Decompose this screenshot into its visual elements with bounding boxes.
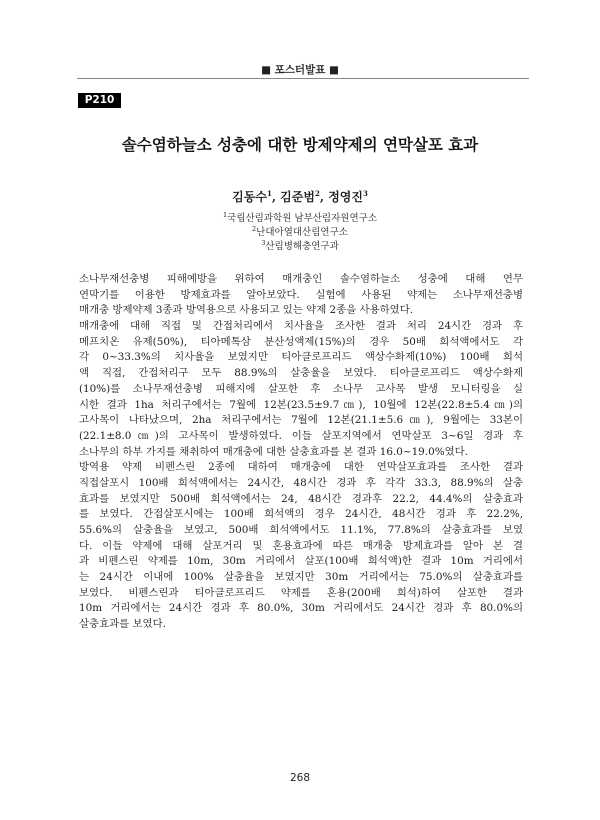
abstract-line: 방역용 약제 비펜스린 2종에 대하여 매개충에 대한 연막살포효과를 조사한 결과	[79, 461, 523, 474]
abstract-line: 를 보였다. 간접살포시에는 100배 희석액의 경우 24시간, 48시간 경과 후 22.2%,	[79, 508, 523, 521]
abstract-line: 다. 이들 약제에 대해 살포거리 및 혼용효과에 따른 매개충 방제효과를 알아 본 결	[79, 539, 523, 552]
abstract-line: 직접살포시 100배 희석액에서는 24시간, 48시간 경과 후 각각 33.3, 88.9%의 살충	[79, 476, 523, 489]
page-number: 268	[289, 772, 311, 784]
author-separator: ,	[319, 190, 329, 204]
affiliation-mark: 1	[223, 210, 228, 219]
affiliation-line	[0, 238, 600, 252]
abstract-line: 소나무재선충병 피해예방을 위하여 매개충인 솔수염하늘소 성충에 대해 연무	[79, 273, 523, 285]
author-affil-mark: 2	[314, 189, 320, 198]
abstract-line: 연막기를 이용한 방제효과를 알아보았다. 실험에 사용된 약제는 소나무재선충병	[79, 288, 523, 301]
author-affil-mark: 3	[362, 189, 368, 198]
author-name: 김준범	[280, 190, 315, 204]
affiliation-text: 난대아열대산림연구소	[256, 227, 348, 238]
abstract-line: 고사목이 나타났으며, 2ha 처리구에서는 7월에 12본(21.1±5.6㎝), 9월에는 33본이	[79, 414, 523, 427]
abstract-line: 액 직접, 간접처리구 모두 88.9%의 살충율을 보였다. 티아클로프리드 액상수화제	[79, 367, 523, 380]
abstract-line: 살충효과를 보였다.	[79, 618, 166, 631]
author-affil-mark: 1	[266, 189, 272, 198]
abstract-line: (22.1±8.0㎝)의 고사목이 발생하였다. 이들 살포지역에서 연막살포 3~6일 경과 후	[79, 429, 523, 442]
author-name: 김동수	[232, 190, 267, 204]
affiliation-line	[0, 210, 600, 224]
affiliation-mark: 3	[261, 238, 266, 247]
abstract-line: 매개충 방제약제 3종과 방역용으로 사용되고 있는 약제 2종을 사용하였다.	[79, 304, 414, 317]
abstract-line: 10m 거리에서는 24시간 경과 후 80.0%, 30m 거리에서도 24시간 경과 후 80.0%의	[79, 602, 523, 615]
affiliation-mark: 2	[252, 224, 257, 233]
abstract-line: (10%)를 소나무재선충병 피해지에 살포한 후 소나무 고사목 발생 모니터링을 실	[79, 382, 523, 395]
affiliation-text: 산림병해충연구과	[265, 241, 339, 252]
abstract-line: 보였다. 비펜스린과 티아클로프리드 약제를 혼용(200배 희석)하여 살포한 결과	[79, 586, 523, 599]
paper-title: 솔수염하늘소 성충에 대한 방제약제의 연막살포 효과	[121, 136, 479, 154]
abstract-line: 각 0~33.3%의 치사율을 보였지만 티아클로프리드 액상수화제(10%) 100배 희석	[79, 351, 523, 364]
header-divider	[77, 78, 529, 79]
abstract-line: 과 비펜스린 약제를 10m, 30m 거리에서 살포(100배 희석액)한 결과 10m 거리에서	[79, 555, 523, 568]
author-name: 정영진	[328, 190, 363, 204]
author-list	[0, 188, 600, 205]
abstract-line: 시한 결과 1ha 처리구에서는 7월에 12본(23.5±9.7㎝), 10월에 12본(22.8±5.4㎝)의	[79, 398, 523, 411]
abstract-line: 매개충에 대해 직접 및 간접처리에서 치사율을 조사한 결과 처리 24시간 경과 후	[79, 320, 523, 333]
abstract-line: 메프치온 유제(50%), 티아메톡삼 분산성액제(15%)의 경우 50배 희석액에서도 각	[79, 335, 523, 348]
affiliation-line	[0, 224, 600, 238]
author-separator: ,	[271, 190, 281, 204]
abstract-line: 소나무의 하부 가지를 채취하여 매개충에 대한 살충효과를 본 결과 16.0~19.0%였다.	[79, 445, 468, 458]
poster-code-badge: P210	[78, 93, 121, 108]
affiliation-text: 국립산림과학원 남부산림자원연구소	[227, 213, 377, 224]
abstract-line: 효과를 보였지만 500배 희석액에서는 24, 48시간 경과후 22.2, 44.4%의 살충효과	[79, 492, 523, 505]
abstract-line: 55.6%의 살충율을 보였고, 500배 희석액에서도 11.1%, 77.8%의 살충효과를 보였	[79, 524, 523, 536]
abstract-body	[79, 272, 523, 633]
abstract-line: 는 24시간 이내에 100% 살충율을 보였지만 30m 거리에서는 75.0%의 살충효과를	[79, 571, 523, 584]
section-header-label: ■ 포스터발표 ■	[261, 64, 339, 76]
